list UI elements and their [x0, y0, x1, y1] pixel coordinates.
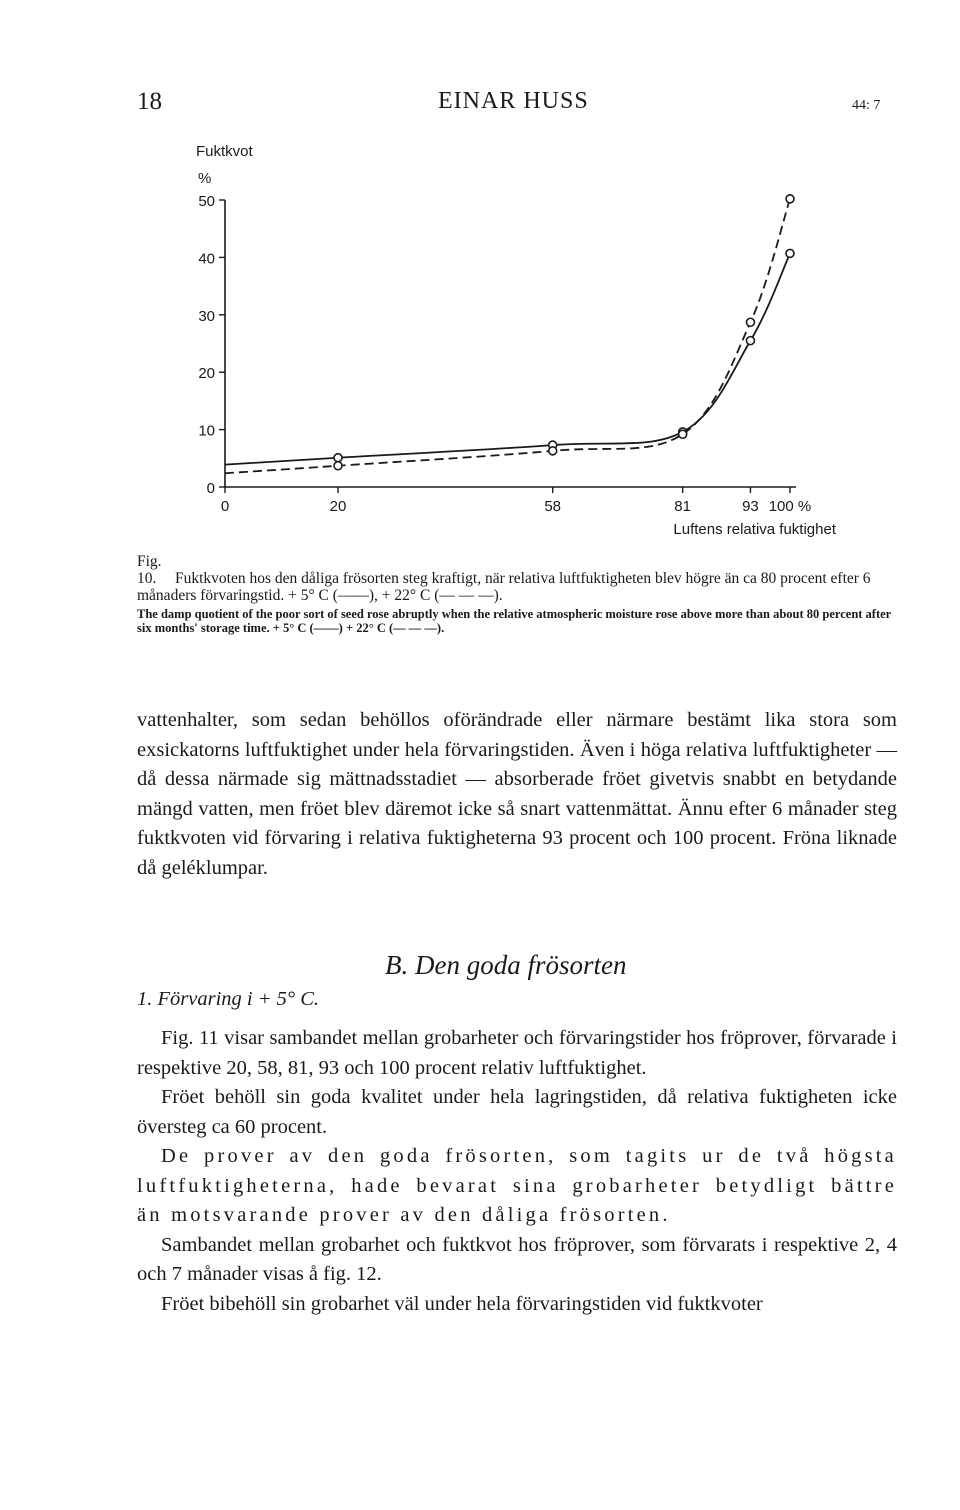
series-line-dashed [225, 199, 790, 473]
subsection-heading [137, 988, 319, 1011]
data-point-solid [334, 454, 342, 462]
y-axis-label: Fuktkvot [196, 143, 253, 160]
series-line-solid [225, 253, 790, 464]
data-point-solid [746, 337, 754, 345]
x-tick-label: 100 % [768, 498, 812, 515]
x-tick-label: 20 [329, 498, 347, 515]
caption-swedish [137, 553, 897, 604]
figure-10-chart [0, 0, 960, 580]
caption-english: The damp quotient of the poor sort of seed rose abruptly when the relative atmospheric moisture rose above more than about 80 percent after six months' storage time. + 5° C (——) + 22° C (— — —). [137, 607, 891, 635]
data-point-dashed [679, 430, 687, 438]
caption-swedish-text: Fuktkvoten hos den dåliga frösorten steg kraftigt, när relativa luftfuktigheten blev högre än ca 80 procent efter 6 månaders förvaringstid. + 5° C (——), + 22° C (— — —). [137, 570, 871, 604]
x-tick-label: 81 [674, 498, 691, 515]
y-axis-unit: % [198, 170, 212, 187]
paragraph-1 [137, 706, 897, 883]
paragraph-6: Fröet bibehöll sin grobarhet väl under hela förvaringstiden vid fuktkvoter [161, 1292, 763, 1315]
paragraph-3: Fröet behöll sin goda kvalitet under hela lagringstiden, då relativa fuktigheten icke översteg ca 60 procent. [137, 1086, 897, 1138]
x-tick-label: 0 [220, 498, 230, 515]
section-heading: B. Den goda frösorten [385, 950, 627, 980]
subsection-heading-text: 1. Förvaring i + 5° C. [137, 988, 320, 1010]
x-tick-label: 93 [742, 498, 759, 515]
data-point-dashed [746, 318, 754, 326]
data-point-dashed [334, 462, 342, 470]
figure-caption [137, 553, 897, 635]
volume-number: 44: 7 [852, 98, 881, 113]
caption-fig-label: Fig. 10. [137, 553, 162, 587]
y-tick-label: 10 [198, 422, 215, 440]
x-tick-label: 58 [544, 498, 562, 515]
paragraph-4: De prover av den goda frösorten, som tagits ur de två högsta luftfuktigheterna, hade bevarat sina grobarheter betydligt bättre än motsvarande prover av den dåliga frösorten. [137, 1145, 897, 1226]
x-axis-label: Luftens relativa fuktighet [673, 521, 836, 538]
running-title: EINAR HUSS [438, 88, 589, 114]
chart-axes [219, 200, 796, 493]
y-tick-label: 40 [198, 250, 215, 268]
chart-svg [0, 0, 960, 580]
chart-labels [196, 143, 837, 538]
data-point-solid [786, 249, 794, 257]
paragraph-1-text: vattenhalter, som sedan behöllos oförändrade eller närmare bestämt lika stora som exsickatorns luftfuktighet under hela förvaringstiden. Även i höga relativa luftfuktigheter — då dessa närmade sig mättnadsstadiet — absorberade fröet givetvis snabbt en betydande mängd vatten, men fröet blev däremot icke så snart vattenmättat. Ännu efter 6 månader steg fuktkvoten vid förvaring i relativa fuktigheterna 93 procent och 100 procent. Fröna liknade då geléklumpar. [137, 709, 897, 879]
page-number: 18 [137, 88, 162, 115]
y-tick-label: 50 [198, 193, 215, 210]
body-paragraphs [137, 1024, 897, 1319]
y-tick-label: 20 [198, 365, 215, 383]
paragraph-2: Fig. 11 visar sambandet mellan grobarheter och förvaringstider hos fröprover, förvarade i respektive 20, 58, 81, 93 och 100 procent relativ luftfuktighet. [137, 1027, 897, 1079]
y-tick-label: 0 [206, 480, 215, 497]
data-point-dashed [786, 195, 794, 203]
y-tick-label: 30 [198, 307, 215, 325]
chart-series [225, 195, 794, 473]
paragraph-5: Sambandet mellan grobarhet och fuktkvot hos fröprover, som förvarats i respektive 2, 4 och 7 månader visas å fig. 12. [137, 1233, 897, 1285]
data-point-dashed [549, 447, 557, 455]
